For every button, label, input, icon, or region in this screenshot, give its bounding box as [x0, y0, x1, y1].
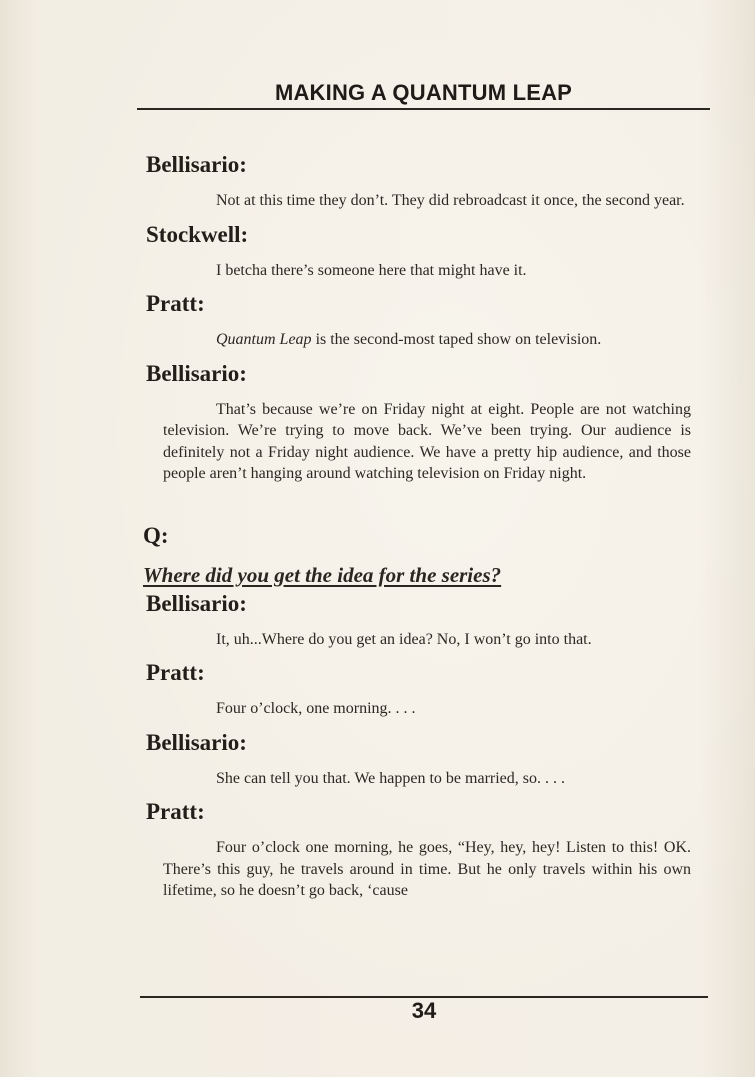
speaker-name: Bellisario:	[146, 729, 247, 755]
speech-text: She can tell you that. We happen to be married, so. . . .	[216, 769, 565, 787]
dialogue-block	[143, 289, 691, 351]
speaker-name: Bellisario:	[146, 360, 247, 386]
page-number: 34	[411, 998, 437, 1023]
question-text: Where did you get the idea for the series?	[143, 562, 502, 587]
speech-text: It, uh...Where do you get an idea? No, I won’t go into that.	[216, 630, 592, 648]
speaker-name: Bellisario:	[146, 590, 247, 616]
question-block	[143, 521, 691, 589]
page-content	[143, 150, 691, 902]
dialogue-block	[143, 359, 691, 485]
speaker-name: Pratt:	[146, 291, 205, 316]
speaker-name: Pratt:	[146, 660, 205, 685]
speaker-name: Bellisario:	[146, 152, 247, 177]
question-label: Q:	[143, 522, 169, 548]
dialogue-block	[143, 589, 691, 651]
speech-text: Four o’clock one morning, he goes, “Hey, hey, hey! Listen to this! OK. There’s this guy, he travels around in time. But he only travels within his own lifetime, so he doesn’t go back, ‘cause	[163, 839, 691, 899]
dialogue-block	[143, 728, 691, 790]
header-rule	[137, 108, 710, 110]
speech-text	[163, 329, 691, 351]
speech-text-rest: is the second-most taped show on television.	[311, 331, 602, 348]
show-title: Quantum Leap	[216, 331, 312, 348]
speech-text: Four o’clock, one morning. . . .	[216, 700, 416, 717]
running-head: MAKING A QUANTUM LEAP	[274, 80, 573, 105]
speech-text: I betcha there’s someone here that might have it.	[216, 261, 527, 279]
speech-text: That’s because we’re on Friday night at eight. People are not watching television. We’re trying to move back. We’ve been trying. Our audience is definitely not a Friday night audience. We have a pretty hip audience, and those people aren’t hanging around watching television on Friday night.	[163, 400, 691, 482]
dialogue-block	[143, 797, 691, 902]
speaker-name: Stockwell:	[146, 221, 249, 247]
speaker-name: Pratt:	[146, 799, 205, 824]
speech-text: Not at this time they don’t. They did rebroadcast it once, the second year.	[216, 192, 685, 209]
dialogue-block	[143, 220, 691, 282]
dialogue-block	[143, 150, 691, 212]
dialogue-block	[143, 658, 691, 720]
